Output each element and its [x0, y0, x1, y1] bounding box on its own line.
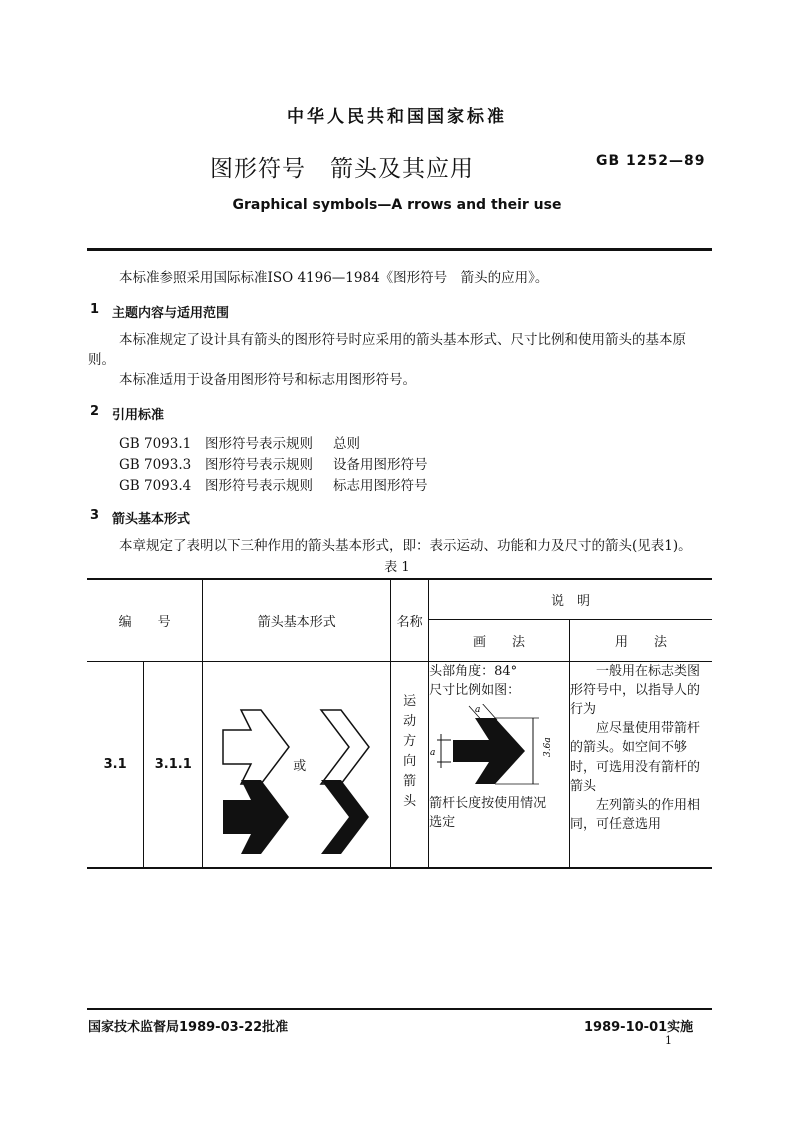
arrow-forms-cell — [203, 661, 391, 868]
arrow-name: 运动方向箭头 — [403, 693, 417, 809]
standard-code: GB 1252—89 — [596, 153, 706, 169]
footer-rule — [87, 1008, 712, 1010]
header-explanation: 说 明 — [429, 579, 712, 619]
proportion-text: 尺寸比例如图： — [429, 682, 521, 698]
dim-a-label: a — [430, 747, 436, 758]
header-number: 编 号 — [87, 579, 203, 661]
section-3-paragraph: 本章规定了表明以下三种作用的箭头基本形式，即：表示运动、功能和力及尺寸的箭头(见表1)。 — [119, 538, 692, 554]
reference-code: GB 7093.4 — [119, 478, 192, 494]
dimension-drawing — [429, 704, 557, 794]
shaft-length-text: 箭杆长度按使用情况 — [429, 795, 547, 811]
reference-code: GB 7093.3 — [119, 457, 192, 473]
dim-height-label: 3.6a — [543, 736, 554, 757]
reference-title: 图形符号表示规则 — [205, 478, 313, 494]
table-caption: 表 1 — [384, 560, 410, 575]
header-rule — [87, 248, 712, 251]
solid-chevron-icon — [321, 780, 369, 854]
reference-code: GB 7093.1 — [119, 436, 192, 452]
outline-arrow-with-shaft-icon — [223, 710, 289, 784]
english-title: Graphical symbols—A rrows and their use — [232, 197, 562, 213]
section-3-heading: 箭头基本形式 — [112, 512, 191, 527]
country-standard-label: 中华人民共和国国家标准 — [287, 107, 507, 127]
section-3-number: 3 — [90, 508, 100, 523]
section-1-para1-line1: 本标准规定了设计具有箭头的图形符号时应采用的箭头基本形式、尺寸比例和使用箭头的基本原 — [119, 332, 686, 348]
shaft-length-text-cont: 选定 — [429, 814, 456, 830]
section-2-number: 2 — [90, 404, 100, 419]
section-1-para1-line2: 则。 — [88, 352, 115, 368]
reference-title: 图形符号表示规则 — [205, 457, 313, 473]
reference-title: 图形符号表示规则 — [205, 436, 313, 452]
drawing-method-cell — [429, 661, 570, 868]
implementation-date: 1989-10-01实施 — [584, 1020, 694, 1035]
reference-row — [119, 432, 360, 452]
intro-paragraph: 本标准参照采用国际标准ISO 4196—1984《图形符号 箭头的应用》。 — [119, 270, 549, 286]
usage-para-1: 一般用在标志类图形符号中，以指导人的行为 — [570, 663, 701, 717]
section-1-number: 1 — [90, 302, 100, 317]
header-usage: 用 法 — [570, 619, 712, 661]
header-arrow-form: 箭头基本形式 — [203, 579, 391, 661]
row-number-level2: 3.1.1 — [144, 661, 203, 868]
usage-cell — [570, 661, 712, 868]
head-angle-text: 头部角度：84° — [429, 663, 518, 679]
dimensioned-arrow-icon — [453, 718, 525, 784]
solid-arrow-with-shaft-icon — [223, 780, 289, 854]
usage-para-2: 应尽量使用带箭杆的箭头。如空间不够时，可选用没有箭杆的箭头 — [570, 721, 701, 794]
dim-a-head-label: a — [475, 704, 481, 715]
reference-subtitle: 总则 — [333, 436, 360, 452]
arrow-name-cell — [391, 661, 429, 868]
header-drawing-method: 画 法 — [429, 619, 570, 661]
approval-date: 国家技术监督局1989-03-22批准 — [88, 1020, 289, 1035]
or-label: 或 — [293, 758, 307, 774]
reference-row — [119, 453, 428, 473]
reference-row — [119, 474, 428, 494]
page-number: 1 — [665, 1034, 672, 1047]
section-1-heading: 主题内容与适用范围 — [112, 306, 230, 321]
standard-title: 图形符号 箭头及其应用 — [210, 156, 474, 182]
section-2-heading: 引用标准 — [112, 408, 165, 423]
outline-chevron-icon — [321, 710, 369, 784]
reference-subtitle: 标志用图形符号 — [333, 478, 428, 494]
usage-para-3: 左列箭头的作用相同，可任意选用 — [570, 797, 701, 833]
reference-subtitle: 设备用图形符号 — [333, 457, 428, 473]
arrow-table — [87, 578, 712, 869]
section-1-para2: 本标准适用于设备用图形符号和标志用图形符号。 — [119, 372, 416, 388]
row-number-level1: 3.1 — [87, 661, 144, 868]
header-name: 名称 — [391, 579, 429, 661]
